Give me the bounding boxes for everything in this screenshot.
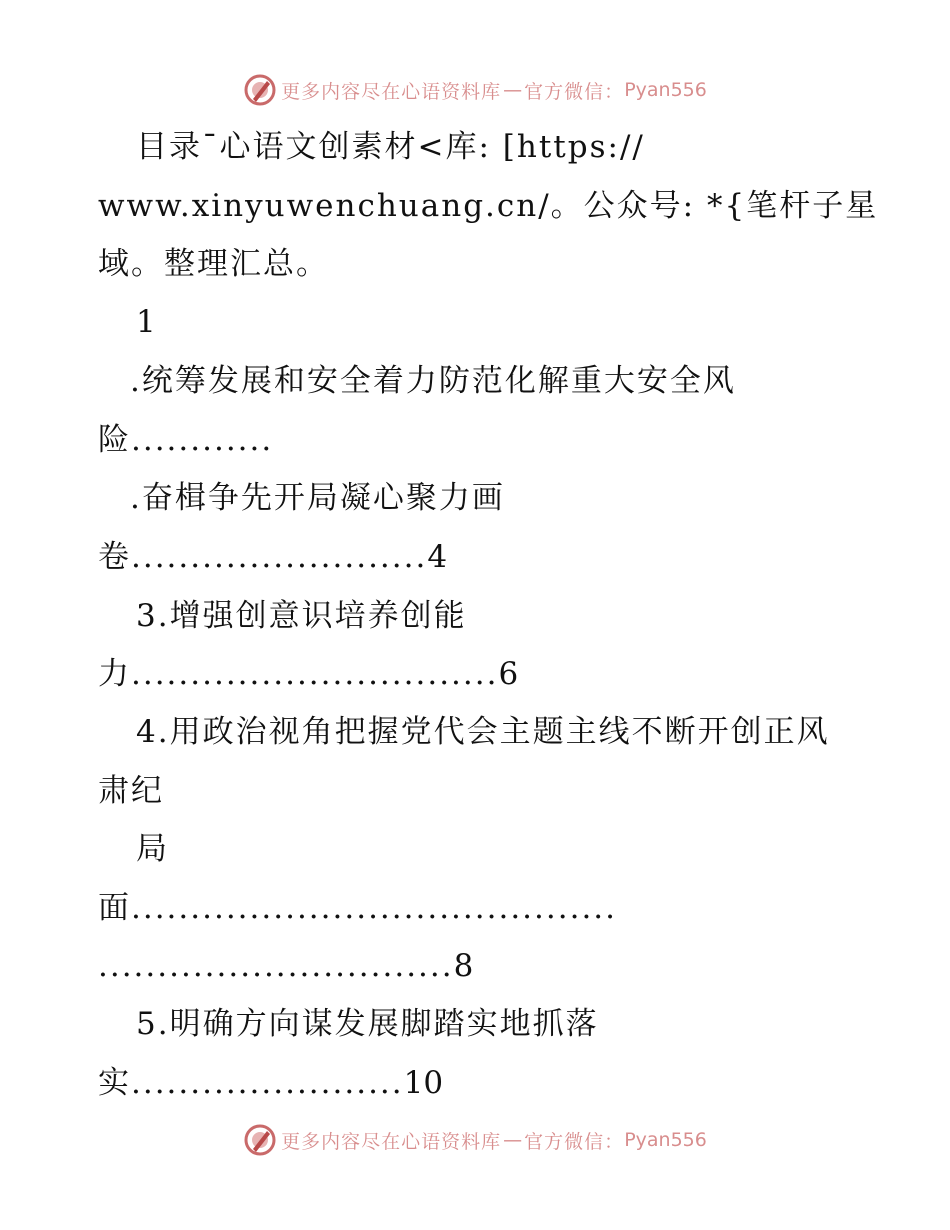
toc-item-4-row	[98, 946, 473, 986]
toc-item-1-leader: 险............	[98, 422, 274, 458]
watermark-banner-top	[0, 70, 950, 110]
watermark-wechat-label: 官方微信：	[524, 1130, 625, 1153]
watermark-text: 更多内容尽在心语资料库	[281, 80, 502, 103]
watermark-wechat-label: 官方微信：	[524, 80, 625, 103]
watermark-banner-bottom	[0, 1120, 950, 1160]
toc-item-2-leader: 卷.........................	[98, 539, 428, 575]
pen-logo-icon	[243, 73, 277, 107]
toc-item-4-leader: 面.........................................	[98, 890, 618, 926]
toc-item-4-page: 8	[453, 948, 474, 984]
toc-item-1-title: .统筹发展和安全着力防范化解重大安全风	[130, 363, 736, 399]
toc-item-2-title: .奋楫争先开局凝心聚力画	[130, 480, 505, 516]
toc-item-3-page: 6	[498, 656, 519, 692]
intro-line-1: 目录¯心语文创素材<库: [https://	[136, 129, 645, 165]
toc-item-3-row	[98, 654, 518, 694]
intro-line-2: www.xinyuwenchuang.cn/。公众号: *{笔杆子星	[98, 188, 879, 224]
toc-item-4-title-cont-2: 局	[136, 831, 169, 867]
toc-item-5-row	[98, 1063, 443, 1103]
watermark-handle: Pyan556	[624, 79, 707, 101]
toc-item-3-leader: 力...............................	[98, 656, 499, 692]
watermark-separator: —	[503, 1129, 523, 1151]
intro-line-3: 域。整理汇总。	[98, 246, 329, 282]
toc-item-4-leader-cont: ..............................	[98, 948, 454, 984]
toc-item-2-page: 4	[427, 539, 448, 575]
toc-item-3-title: 3.增强创意识培养创能	[136, 598, 467, 634]
toc-number-1: 1	[136, 304, 158, 340]
toc-item-4-title-cont: 肃纪	[98, 773, 164, 809]
watermark-text: 更多内容尽在心语资料库	[281, 1130, 502, 1153]
toc-item-5-leader: 实.......................	[98, 1065, 404, 1101]
watermark-separator: —	[503, 79, 523, 101]
toc-item-5-page: 10	[403, 1065, 444, 1101]
toc-item-2-row	[98, 537, 447, 577]
watermark-handle: Pyan556	[624, 1129, 707, 1151]
toc-item-5-title: 5.明确方向谋发展脚踏实地抓落	[136, 1006, 599, 1042]
toc-item-4-title: 4.用政治视角把握党代会主题主线不断开创正风	[136, 714, 830, 750]
pen-logo-icon	[243, 1123, 277, 1157]
